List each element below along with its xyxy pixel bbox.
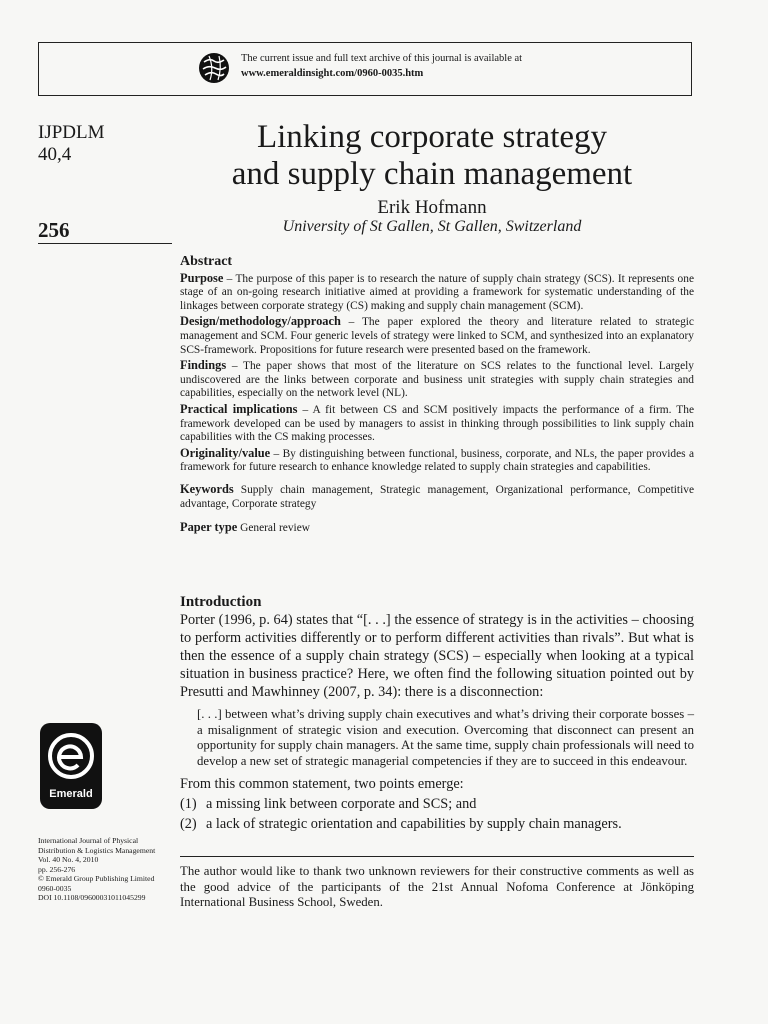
- abstract-heading: Abstract: [180, 254, 233, 269]
- journal-code: IJPDLM: [38, 122, 105, 143]
- list-number: (1): [180, 796, 197, 812]
- logo-text: Emerald: [49, 788, 93, 800]
- abstract-practical: [180, 403, 694, 445]
- originality-label: Originality/value: [180, 445, 271, 460]
- purpose-text: – The purpose of this paper is to research the nature of supply chain strategy (SCS). It represents one stage of an on-going research initiative aimed at providing a framework for systematic understanding of the linkages between corporate strategy (CS) making and supply chain management (SCM).: [180, 272, 694, 312]
- introduction-section: [180, 593, 694, 833]
- footnote-divider: [180, 856, 694, 857]
- practical-text: – A fit between CS and SCM positively impacts the performance of a firm. The framework developed can be used by managers to assist in thinking through possibilities to link supply chain capabilities with the CS making processes.: [180, 403, 694, 444]
- practical-label: Practical implications: [180, 401, 298, 416]
- abstract-originality: [180, 447, 694, 475]
- footnote: The author would like to thank two unknown reviewers for their constructive comments as well as the good advice of the participants of the 21st Annual Nofoma Conference at Jönköping International Business School, Sweden.: [180, 864, 694, 909]
- purpose-label: Purpose: [180, 270, 224, 285]
- globe-icon: [198, 52, 230, 84]
- author-name: Erik Hofmann: [377, 197, 487, 218]
- abstract-findings: [180, 359, 694, 401]
- findings-label: Findings: [180, 358, 227, 373]
- design-text: – The paper explored the theory and literature related to strategic management and SCM. Four generic levels of strategy were linked to SCM, and synthesized into an explanatory SCS-framework. Propositions for future research were presented based on the framework.: [180, 316, 694, 356]
- abstract-keywords: [180, 483, 694, 511]
- journal-url-link[interactable]: www.emeraldinsight.com/0960-0035.htm: [241, 68, 424, 79]
- citation-line: Vol. 40 No. 4, 2010: [38, 855, 99, 864]
- emerald-e-icon: [47, 731, 95, 783]
- citation-line: DOI 10.1108/09600031011045299: [38, 893, 146, 902]
- abstract-purpose: [180, 272, 694, 314]
- paper-type-text: General review: [237, 522, 310, 535]
- author-affiliation: University of St Gallen, St Gallen, Switzerland: [282, 218, 582, 235]
- citation-line: pp. 256-276: [38, 864, 76, 874]
- title-line-1: Linking corporate strategy: [256, 119, 608, 155]
- design-label: Design/methodology/approach: [180, 314, 341, 329]
- emerald-logo: [40, 723, 102, 809]
- keywords-text: Supply chain management, Strategic management, Organizational performance, Competitive advantage, Corporate strategy: [180, 483, 694, 510]
- paper-type-label: Paper type: [180, 520, 238, 535]
- margin-divider: [38, 243, 172, 244]
- introduction-paragraph-2: From this common statement, two points emerge:: [180, 776, 464, 792]
- findings-text: – The paper shows that most of the literature on SCS relates to the functional level. Largely undiscovered are the links between corporate and business unit strategies with supply chain strategies and capabilities, especially on the network level (NL).: [180, 360, 694, 400]
- abstract-section: [180, 255, 694, 538]
- volume-issue: 40,4: [38, 144, 72, 165]
- abstract-paper-type: [180, 521, 694, 536]
- originality-text: – By distinguishing between functional, business, corporate, and NLs, the paper provides a framework for future research to enhance knowledge related to supply chain strategies and capabilities.: [180, 447, 694, 474]
- list-item: [180, 815, 694, 833]
- list-text: a missing link between corporate and SCS; and: [206, 796, 477, 812]
- block-quote: [. . .] between what’s driving supply chain executives and what’s driving their corporate bosses – a misalignment of strategic vision and execution. Overcoming that disconnect can present an opportunity for supply chain managers. At the same time, supply chain professionals will need to develop a new set of strategic managerial competencies if they are to succeed in this endeavour.: [197, 707, 694, 768]
- title-line-2: and supply chain management: [231, 156, 633, 192]
- citation-line: International Journal of Physical: [38, 836, 139, 845]
- introduction-paragraph-1: Porter (1996, p. 64) states that “[. . .] the essence of strategy is in the activities – choosing to perform activities differently or to perform different activities than rivals”. But what is then the essence of a supply chain strategy (SCS) – especially when looking at a typical situation in business practice? Here, we often find the following situation pointed out by Presutti and Mawhinney (2007, p. 34): there is a disconnection:: [180, 612, 694, 700]
- citation-line: Distribution & Logistics Management: [38, 845, 156, 855]
- list-number: (2): [180, 816, 197, 832]
- citation-line: © Emerald Group Publishing Limited: [38, 874, 155, 883]
- article-title: [172, 119, 692, 193]
- list-item: [180, 795, 694, 813]
- citation-block: [38, 836, 178, 903]
- page-number: 256: [38, 218, 70, 242]
- citation-line: 0960-0035: [38, 883, 72, 893]
- abstract-design: [180, 315, 694, 357]
- banner-text: The current issue and full text archive of this journal is available at: [241, 53, 523, 64]
- list-text: a lack of strategic orientation and capabilities by supply chain managers.: [206, 816, 622, 832]
- introduction-heading: Introduction: [180, 594, 262, 610]
- keywords-label: Keywords: [180, 481, 234, 496]
